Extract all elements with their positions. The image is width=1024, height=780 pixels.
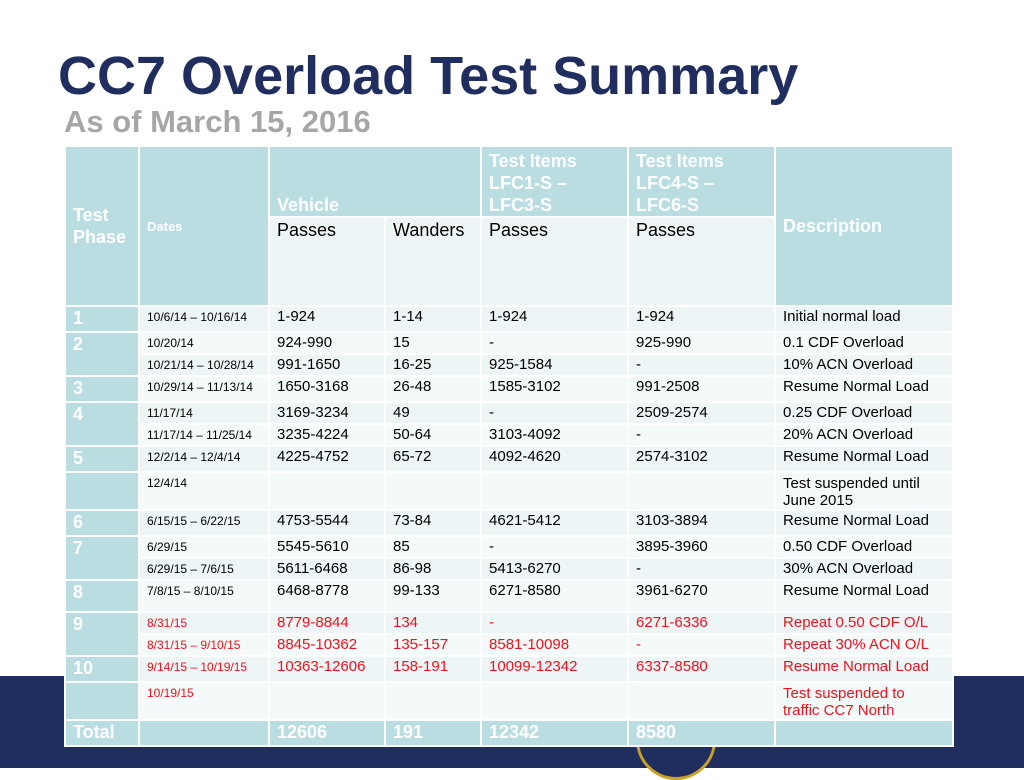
date-cell: 6/15/15 – 6/22/15 xyxy=(139,510,269,536)
lfc4-lfc6-passes-cell xyxy=(628,682,775,720)
description-cell: Repeat 30% ACN O/L xyxy=(775,634,953,656)
total-label: Total xyxy=(65,720,139,746)
header-test-items-lfc4-lfc6: Test Items LFC4-S – LFC6-S xyxy=(628,146,775,217)
lfc4-lfc6-passes-cell xyxy=(628,472,775,510)
date-cell: 10/20/14 xyxy=(139,332,269,354)
wanders-cell: 65-72 xyxy=(385,446,481,472)
vehicle-passes-cell: 3235-4224 xyxy=(269,424,385,446)
vehicle-passes-cell: 924-990 xyxy=(269,332,385,354)
wanders-cell: 50-64 xyxy=(385,424,481,446)
lfc1-lfc3-passes-cell: 5413-6270 xyxy=(481,558,628,580)
header-vehicle: Vehicle xyxy=(269,146,481,217)
total-lfc4-lfc6-passes: 8580 xyxy=(628,720,775,746)
wanders-cell: 135-157 xyxy=(385,634,481,656)
date-cell: 12/2/14 – 12/4/14 xyxy=(139,446,269,472)
wanders-cell xyxy=(385,682,481,720)
lfc1-lfc3-passes-cell: - xyxy=(481,402,628,424)
phase-cell: 2 xyxy=(65,332,139,376)
date-cell: 10/29/14 – 11/13/14 xyxy=(139,376,269,402)
description-cell: 0.1 CDF Overload xyxy=(775,332,953,354)
date-cell: 8/31/15 xyxy=(139,612,269,634)
vehicle-passes-cell xyxy=(269,472,385,510)
total-description-cell xyxy=(775,720,953,746)
vehicle-passes-cell: 4225-4752 xyxy=(269,446,385,472)
lfc4-lfc6-passes-cell: - xyxy=(628,558,775,580)
date-cell: 6/29/15 xyxy=(139,536,269,558)
date-cell: 10/21/14 – 10/28/14 xyxy=(139,354,269,376)
date-cell: 11/17/14 – 11/25/14 xyxy=(139,424,269,446)
date-cell: 12/4/14 xyxy=(139,472,269,510)
header-lfc1-lfc3-passes: Passes xyxy=(481,217,628,306)
vehicle-passes-cell: 4753-5544 xyxy=(269,510,385,536)
description-cell: Resume Normal Load xyxy=(775,510,953,536)
lfc1-lfc3-passes-cell: 4092-4620 xyxy=(481,446,628,472)
lfc1-lfc3-passes-cell: 4621-5412 xyxy=(481,510,628,536)
description-cell: Resume Normal Load xyxy=(775,376,953,402)
lfc4-lfc6-passes-cell: - xyxy=(628,354,775,376)
description-cell: Resume Normal Load xyxy=(775,446,953,472)
lfc4-lfc6-passes-cell: 6271-6336 xyxy=(628,612,775,634)
phase-cell: 10 xyxy=(65,656,139,682)
phase-cell: 8 xyxy=(65,580,139,612)
vehicle-passes-cell: 8779-8844 xyxy=(269,612,385,634)
lfc1-lfc3-passes-cell: 10099-12342 xyxy=(481,656,628,682)
vehicle-passes-cell xyxy=(269,682,385,720)
wanders-cell: 86-98 xyxy=(385,558,481,580)
lfc4-lfc6-passes-cell: 3103-3894 xyxy=(628,510,775,536)
lfc1-lfc3-passes-cell: - xyxy=(481,612,628,634)
vehicle-passes-cell: 5611-6468 xyxy=(269,558,385,580)
description-cell: Test suspended until June 2015 xyxy=(775,472,953,510)
description-cell: 10% ACN Overload xyxy=(775,354,953,376)
lfc4-lfc6-passes-cell: 2574-3102 xyxy=(628,446,775,472)
lfc1-lfc3-passes-cell: 1-924 xyxy=(481,306,628,332)
phase-cell: 1 xyxy=(65,306,139,332)
lfc1-lfc3-passes-cell: 8581-10098 xyxy=(481,634,628,656)
phase-cell: 5 xyxy=(65,446,139,472)
lfc1-lfc3-passes-cell xyxy=(481,682,628,720)
vehicle-passes-cell: 10363-12606 xyxy=(269,656,385,682)
lfc4-lfc6-passes-cell: 3961-6270 xyxy=(628,580,775,612)
lfc4-lfc6-passes-cell: 6337-8580 xyxy=(628,656,775,682)
lfc4-lfc6-passes-cell: 991-2508 xyxy=(628,376,775,402)
date-cell: 11/17/14 xyxy=(139,402,269,424)
lfc1-lfc3-passes-cell: 3103-4092 xyxy=(481,424,628,446)
test-summary-table xyxy=(64,145,954,747)
lfc1-lfc3-passes-cell: - xyxy=(481,332,628,354)
vehicle-passes-cell: 991-1650 xyxy=(269,354,385,376)
lfc4-lfc6-passes-cell: 2509-2574 xyxy=(628,402,775,424)
wanders-cell: 15 xyxy=(385,332,481,354)
vehicle-passes-cell: 6468-8778 xyxy=(269,580,385,612)
header-lfc4-lfc6-passes: Passes xyxy=(628,217,775,306)
wanders-cell: 1-14 xyxy=(385,306,481,332)
date-cell: 10/19/15 xyxy=(139,682,269,720)
total-lfc1-lfc3-passes: 12342 xyxy=(481,720,628,746)
slide-title: CC7 Overload Test Summary xyxy=(58,46,799,106)
phase-cell: 3 xyxy=(65,376,139,402)
vehicle-passes-cell: 8845-10362 xyxy=(269,634,385,656)
wanders-cell: 134 xyxy=(385,612,481,634)
wanders-cell: 73-84 xyxy=(385,510,481,536)
wanders-cell: 16-25 xyxy=(385,354,481,376)
wanders-cell: 85 xyxy=(385,536,481,558)
header-wanders: Wanders xyxy=(385,217,481,306)
vehicle-passes-cell: 5545-5610 xyxy=(269,536,385,558)
description-cell: 0.25 CDF Overload xyxy=(775,402,953,424)
date-cell: 9/14/15 – 10/19/15 xyxy=(139,656,269,682)
total-vehicle-passes: 12606 xyxy=(269,720,385,746)
header-test-phase: Test Phase xyxy=(65,146,139,306)
lfc4-lfc6-passes-cell: - xyxy=(628,424,775,446)
phase-cell: 4 xyxy=(65,402,139,446)
lfc4-lfc6-passes-cell: 925-990 xyxy=(628,332,775,354)
description-cell: Repeat 0.50 CDF O/L xyxy=(775,612,953,634)
phase-cell xyxy=(65,472,139,510)
wanders-cell: 99-133 xyxy=(385,580,481,612)
header-test-items-lfc1-lfc3: Test Items LFC1-S – LFC3-S xyxy=(481,146,628,217)
phase-cell: 6 xyxy=(65,510,139,536)
lfc1-lfc3-passes-cell: 925-1584 xyxy=(481,354,628,376)
phase-cell: 9 xyxy=(65,612,139,656)
vehicle-passes-cell: 3169-3234 xyxy=(269,402,385,424)
vehicle-passes-cell: 1650-3168 xyxy=(269,376,385,402)
description-cell: Test suspended to traffic CC7 North xyxy=(775,682,953,720)
lfc4-lfc6-passes-cell: 1-924 xyxy=(628,306,775,332)
lfc1-lfc3-passes-cell: 1585-3102 xyxy=(481,376,628,402)
vehicle-passes-cell: 1-924 xyxy=(269,306,385,332)
description-cell: 30% ACN Overload xyxy=(775,558,953,580)
header-vehicle-passes: Passes xyxy=(269,217,385,306)
lfc1-lfc3-passes-cell: - xyxy=(481,536,628,558)
phase-cell: 7 xyxy=(65,536,139,580)
lfc4-lfc6-passes-cell: 3895-3960 xyxy=(628,536,775,558)
wanders-cell: 49 xyxy=(385,402,481,424)
lfc4-lfc6-passes-cell: - xyxy=(628,634,775,656)
description-cell: Resume Normal Load xyxy=(775,580,953,612)
total-dates-cell xyxy=(139,720,269,746)
description-cell: 0.50 CDF Overload xyxy=(775,536,953,558)
wanders-cell xyxy=(385,472,481,510)
header-description: Description xyxy=(775,146,953,306)
slide-subtitle: As of March 15, 2016 xyxy=(64,104,371,139)
header-dates: Dates xyxy=(139,146,269,306)
wanders-cell: 158-191 xyxy=(385,656,481,682)
date-cell: 10/6/14 – 10/16/14 xyxy=(139,306,269,332)
wanders-cell: 26-48 xyxy=(385,376,481,402)
lfc1-lfc3-passes-cell xyxy=(481,472,628,510)
description-cell: Initial normal load xyxy=(775,306,953,332)
description-cell: Resume Normal Load xyxy=(775,656,953,682)
date-cell: 6/29/15 – 7/6/15 xyxy=(139,558,269,580)
date-cell: 8/31/15 – 9/10/15 xyxy=(139,634,269,656)
date-cell: 7/8/15 – 8/10/15 xyxy=(139,580,269,612)
total-wanders: 191 xyxy=(385,720,481,746)
description-cell: 20% ACN Overload xyxy=(775,424,953,446)
lfc1-lfc3-passes-cell: 6271-8580 xyxy=(481,580,628,612)
phase-cell xyxy=(65,682,139,720)
